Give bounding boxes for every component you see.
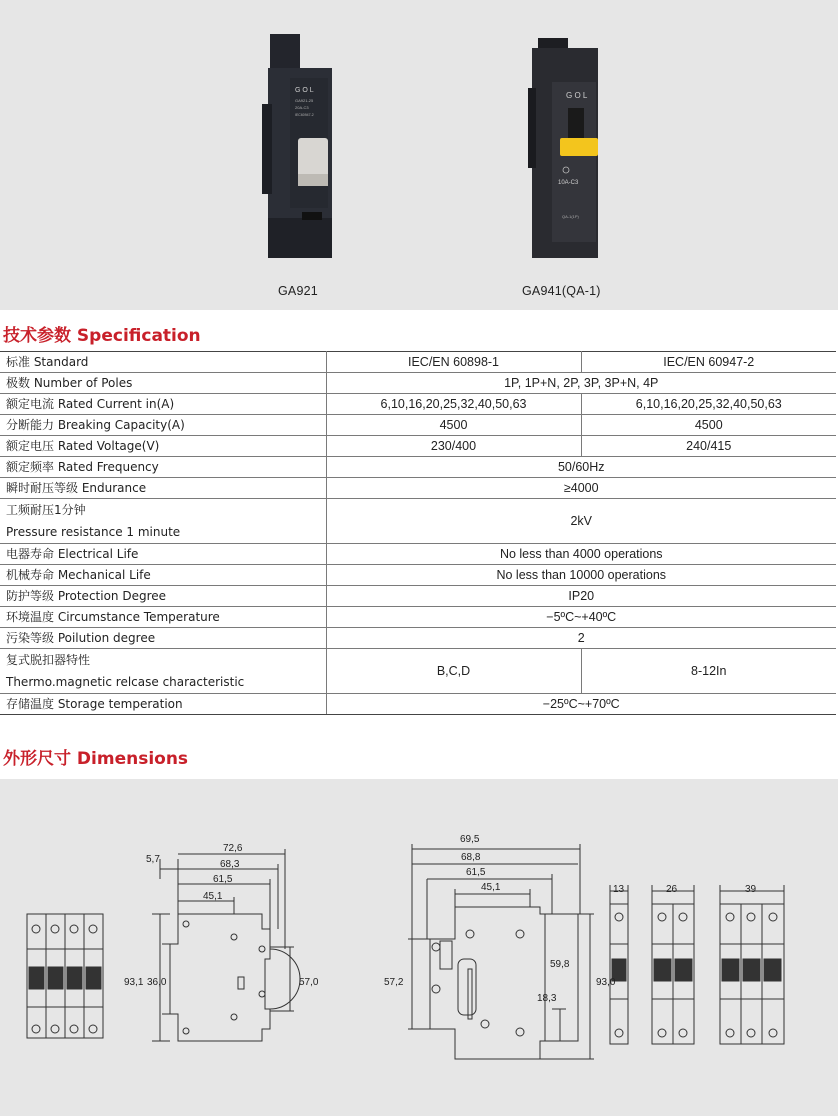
table-row xyxy=(0,394,836,415)
ga921-standard-text: IEC60947-2 xyxy=(295,113,314,117)
dim-label: 26 xyxy=(666,884,678,895)
ga921-model-text: GA921-25 xyxy=(295,98,314,103)
dim-label: 72,6 xyxy=(223,843,243,854)
ga941-model-text: QA-1(1P) xyxy=(562,214,579,219)
dim-label: 57,0 xyxy=(299,977,319,988)
product-photo-panel xyxy=(0,0,838,310)
table-row xyxy=(0,544,836,565)
spec-value: 240/415 xyxy=(581,436,836,457)
dim-label: 61,5 xyxy=(213,874,233,885)
spec-label: 机械寿命 Mechanical Life xyxy=(0,565,326,586)
spec-label-cn: 复式脱扣器特性 xyxy=(6,653,91,667)
dim-label: 93,1 xyxy=(124,977,144,988)
spec-value: 1P, 1P+N, 2P, 3P, 3P+N, 4P xyxy=(326,373,836,394)
spec-value: −5ºC~+40ºC xyxy=(326,607,836,628)
dim-label: 5,7 xyxy=(146,854,160,865)
ga941-rating-text: 10A-C3 xyxy=(558,180,579,186)
dim-label: 57,2 xyxy=(384,977,404,988)
spec-value: 4500 xyxy=(326,415,581,436)
breaker-ga921-image xyxy=(262,34,342,260)
ga941-caption: GA941(QA-1) xyxy=(522,284,601,298)
table-row xyxy=(0,694,836,715)
spec-label: 分断能力 Breaking Capacity(A) xyxy=(0,415,326,436)
front-view-1p xyxy=(610,885,628,1044)
dim-label: 93,0 xyxy=(596,977,616,988)
spec-value: IEC/EN 60947-2 xyxy=(581,352,836,373)
spec-label-en: Thermo.magnetic relcase characteristic xyxy=(6,675,245,689)
table-row xyxy=(0,415,836,436)
front-view-4p xyxy=(27,914,103,1038)
spec-label: 污染等级 Poilution degree xyxy=(0,628,326,649)
spec-label: 极数 Number of Poles xyxy=(0,373,326,394)
spec-value: 2kV xyxy=(326,499,836,544)
spec-value: 2 xyxy=(326,628,836,649)
ga941-logo: G O L xyxy=(566,91,588,100)
table-row xyxy=(0,607,836,628)
spec-value: 8-12In xyxy=(581,649,836,694)
table-row xyxy=(0,373,836,394)
spec-value: 230/400 xyxy=(326,436,581,457)
ga921-logo: G O L xyxy=(295,87,314,94)
spec-label xyxy=(0,499,326,544)
dim-label: 61,5 xyxy=(466,867,486,878)
spec-value: No less than 4000 operations xyxy=(326,544,836,565)
spec-label: 瞬时耐压等级 Endurance xyxy=(0,478,326,499)
table-row xyxy=(0,478,836,499)
table-row xyxy=(0,352,836,373)
spec-label xyxy=(0,649,326,694)
spec-label: 环境温度 Circumstance Temperature xyxy=(0,607,326,628)
table-row xyxy=(0,436,836,457)
table-row xyxy=(0,565,836,586)
table-row xyxy=(0,628,836,649)
spec-value: IP20 xyxy=(326,586,836,607)
dim-label: 13 xyxy=(613,884,625,895)
spec-label: 存储温度 Storage temperation xyxy=(0,694,326,715)
table-row xyxy=(0,457,836,478)
spec-value: 50/60Hz xyxy=(326,457,836,478)
spec-value: 4500 xyxy=(581,415,836,436)
dimensions-drawing xyxy=(0,779,838,1116)
side-view-right xyxy=(408,844,594,1059)
dim-label: 36,0 xyxy=(147,977,167,988)
spec-value: No less than 10000 operations xyxy=(326,565,836,586)
table-row xyxy=(0,499,836,544)
dim-label: 59,8 xyxy=(550,959,570,970)
spec-label-cn: 工频耐压1分钟 xyxy=(6,503,86,517)
dim-label: 45,1 xyxy=(203,891,223,902)
dim-label: 39 xyxy=(745,884,757,895)
front-view-3p xyxy=(720,885,784,1044)
dim-label: 68,8 xyxy=(461,852,481,863)
specification-table xyxy=(0,351,836,715)
spec-value: 6,10,16,20,25,32,40,50,63 xyxy=(326,394,581,415)
specification-heading: 技术参数 Specification xyxy=(3,326,201,346)
dimensions-drawing-panel xyxy=(0,779,838,1116)
dim-label: 69,5 xyxy=(460,834,480,845)
table-row xyxy=(0,586,836,607)
dim-label: 45,1 xyxy=(481,882,501,893)
spec-label: 额定电流 Rated Current in(A) xyxy=(0,394,326,415)
dim-label: 68,3 xyxy=(220,859,240,870)
spec-value: IEC/EN 60898-1 xyxy=(326,352,581,373)
spec-label: 额定频率 Rated Frequency xyxy=(0,457,326,478)
spec-label-en: Pressure resistance 1 minute xyxy=(6,525,181,539)
spec-label: 标准 Standard xyxy=(0,352,326,373)
ga921-rating-text: 20A-C3 xyxy=(295,105,309,110)
spec-value: ≥4000 xyxy=(326,478,836,499)
spec-value: 6,10,16,20,25,32,40,50,63 xyxy=(581,394,836,415)
breaker-ga941-image xyxy=(528,38,608,268)
spec-value: B,C,D xyxy=(326,649,581,694)
spec-value: −25ºC~+70ºC xyxy=(326,694,836,715)
dimensions-heading: 外形尺寸 Dimensions xyxy=(3,749,189,769)
dim-label: 18,3 xyxy=(537,993,557,1004)
spec-label: 防护等级 Protection Degree xyxy=(0,586,326,607)
front-view-2p xyxy=(652,885,694,1044)
spec-label: 额定电压 Rated Voltage(V) xyxy=(0,436,326,457)
table-row xyxy=(0,649,836,694)
spec-label: 电器寿命 Electrical Life xyxy=(0,544,326,565)
ga921-caption: GA921 xyxy=(278,284,318,298)
